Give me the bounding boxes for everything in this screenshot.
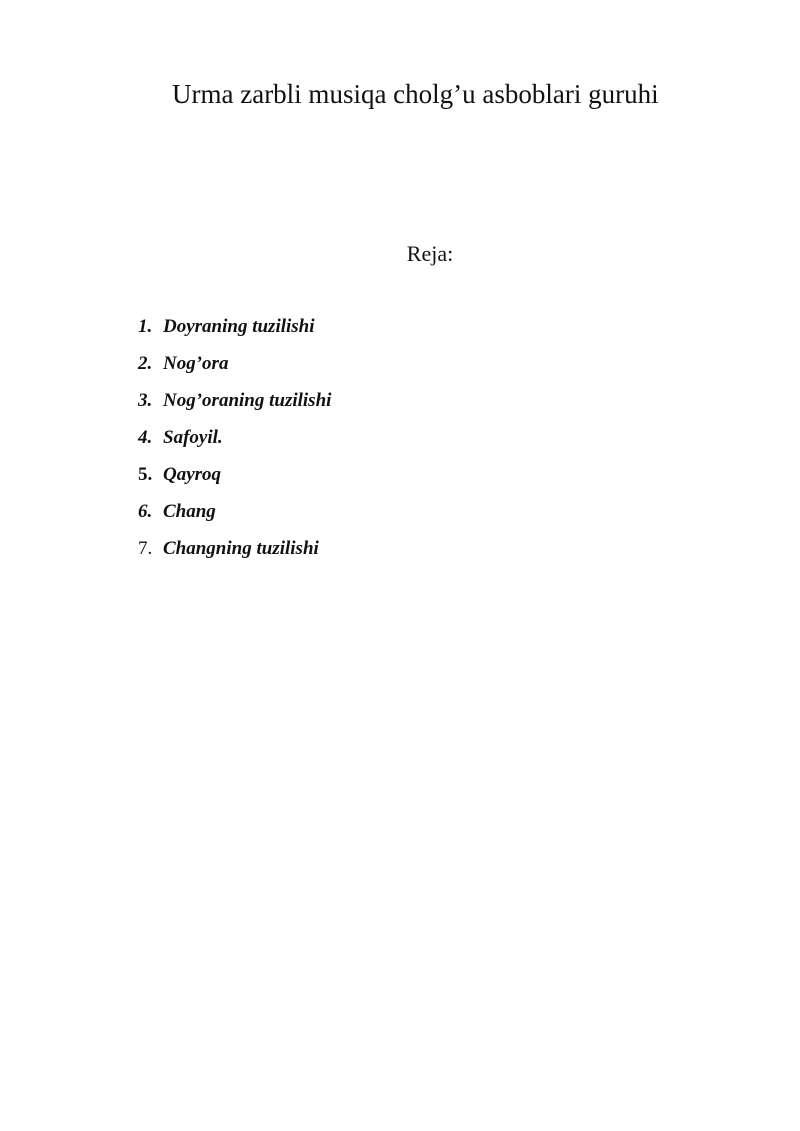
plan-item-text: Qayroq — [163, 464, 222, 485]
plan-item-number: 2. — [138, 353, 153, 374]
plan-heading: Reja: — [406, 241, 454, 266]
plan-item — [138, 499, 331, 536]
plan-item-number: 5. — [138, 464, 153, 485]
plan-item-text: Nog’oraning tuzilishi — [163, 390, 332, 411]
plan-item-text: Nog’ora — [163, 353, 229, 374]
plan-item-number: 4. — [138, 427, 153, 448]
document-title: Urma zarbli musiqa cholg’u asboblari guruhi — [172, 79, 659, 109]
plan-item-text: Chang — [163, 501, 216, 522]
plan-item — [138, 351, 331, 388]
plan-item-text: Safoyil. — [163, 427, 223, 448]
plan-item — [138, 536, 331, 573]
plan-item-number: 1. — [138, 316, 153, 337]
plan-item — [138, 388, 331, 425]
plan-item-text: Changning tuzilishi — [163, 538, 319, 559]
plan-item-text: Doyraning tuzilishi — [163, 316, 315, 337]
plan-item — [138, 425, 331, 462]
plan-item-number: 7. — [138, 538, 153, 559]
plan-item — [138, 462, 331, 499]
plan-list — [138, 314, 331, 573]
plan-item — [138, 314, 331, 351]
plan-item-number: 3. — [138, 390, 153, 411]
plan-item-number: 6. — [138, 501, 153, 522]
